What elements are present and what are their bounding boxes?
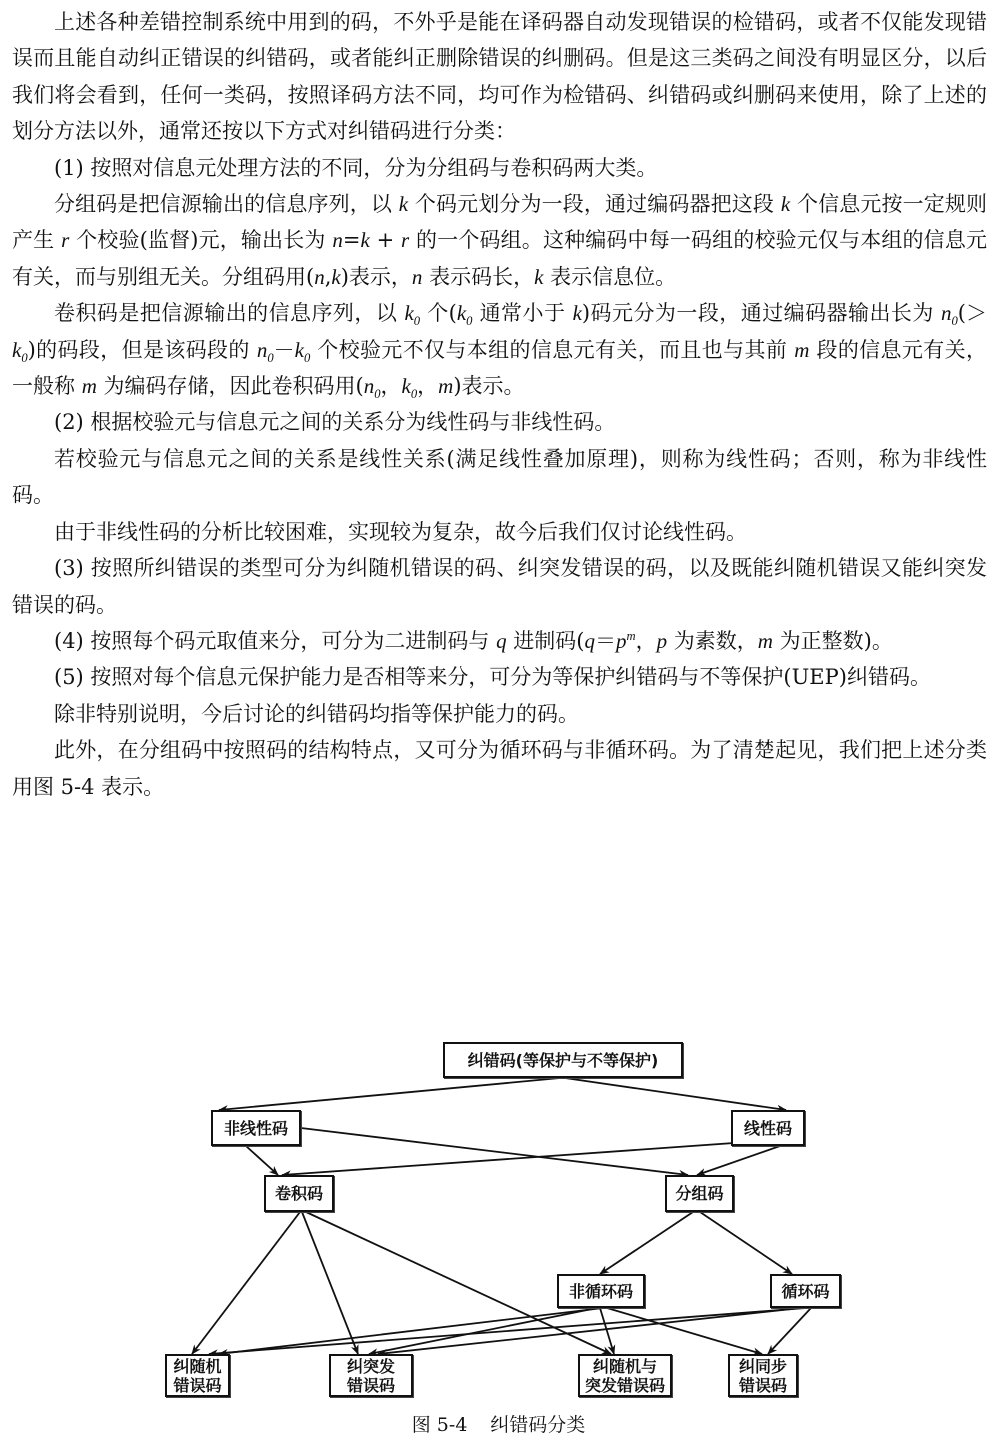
math-variable-base: n: [314, 264, 325, 289]
paragraph: [12, 623, 987, 659]
math-variable-base: n: [411, 264, 423, 289]
node-label: 线性码: [743, 1118, 792, 1138]
math-variable-base: n: [940, 301, 952, 326]
math-variable: [412, 265, 423, 289]
edge-convolutional-to-burst: [302, 1212, 358, 1354]
math-variable-base: k: [360, 228, 370, 253]
text-run: 进制码(: [506, 628, 585, 653]
text-run: 为素数，: [667, 628, 758, 653]
node-block: [665, 1175, 734, 1212]
math-variable-base: k: [780, 192, 791, 217]
paragraph: [12, 295, 987, 404]
math-variable-base: p: [656, 628, 668, 653]
text-run: )码元分为一段，通过编码器输出长为: [581, 301, 941, 326]
node-label: 纠错码(等保护与不等保护): [467, 1050, 659, 1070]
paragraph: [12, 732, 987, 805]
text-run: ，: [635, 628, 657, 653]
math-variable: [573, 301, 582, 325]
math-variable: [456, 301, 473, 329]
paragraph: [12, 550, 987, 623]
math-subscript: 0: [21, 350, 28, 365]
text-run: 由于非线性码的分析比较困难，实现较为复杂，故今后我们仅讨论线性码。: [54, 519, 747, 544]
text-run: 上述各种差错控制系统中用到的码，不外乎是能在译码器自动发现错误的检错码，或者不仅能发现错误而且能自动纠正错误的纠错码，或者能纠正删除错误的纠删码。但是这三类码之间没有明显区分，以后我们将会看到，任何一类码，按照译码方法不同，均可作为检错码、纠错码或纠删码来使用，除了上述的划分方法以外，通常还按以下方式对纠错码进行分类：: [12, 10, 987, 144]
math-variable-base: m: [81, 374, 97, 399]
node-label: 非循环码: [568, 1281, 633, 1301]
node-label: 纠同步: [738, 1356, 787, 1376]
text-run: )表示。: [453, 374, 525, 399]
node-noncyclic: [557, 1274, 645, 1308]
math-variable-base: n: [332, 228, 343, 253]
edge-block-to-noncyclic: [600, 1212, 693, 1274]
text-run: (＞: [957, 301, 987, 326]
text-run: 个校验元不仅与本组的信息元有关，而且也与其前: [310, 337, 795, 362]
edge-nonlinear-to-convolutional: [246, 1146, 278, 1175]
edge-block-to-cyclic: [700, 1212, 792, 1274]
text-run: (3) 按照所纠错误的类型可分为纠随机错误的码、纠突发错误的码，以及既能纠随机错误又能纠突发错误的码。: [12, 556, 987, 617]
math-variable-base: r: [61, 228, 70, 253]
math-variable: [256, 337, 274, 365]
math-variable: [294, 337, 311, 365]
text-run: (5) 按照对每个信息元保护能力是否相等来分，可分为等保护纠错码与不等保护(UEP)纠错码。: [54, 665, 931, 690]
math-variable-base: k: [401, 374, 411, 399]
math-variable-base: k: [534, 264, 544, 289]
text-run: =: [342, 228, 361, 253]
text-run: 段的信息元有关，一般称: [12, 337, 987, 399]
text-run: (4) 按照每个码元取值来分，可分为二进制码与: [54, 628, 497, 653]
text-run: 的一个码组。这种编码中每一码组的校验元仅与本组的信息元有关，而与别组无关。分组码用(: [12, 228, 987, 289]
paragraph: [12, 404, 987, 440]
math-variable-base: k: [12, 337, 22, 362]
math-variable: [332, 228, 343, 252]
figure-number: 图 5-4: [411, 1414, 468, 1436]
math-variable: [438, 374, 453, 398]
math-subscript: 0: [951, 314, 958, 329]
text-run: )表示，: [340, 264, 412, 289]
node-label: 非线性码: [223, 1118, 288, 1138]
math-variable: [401, 228, 409, 252]
text-run: ，: [417, 374, 439, 399]
math-variable: [781, 192, 790, 216]
text-run: +: [369, 228, 402, 253]
math-superscript: m: [626, 628, 636, 643]
node-label: 纠突发: [346, 1356, 395, 1376]
math-variable: [794, 338, 809, 362]
paragraph: [12, 441, 987, 514]
math-variable: [360, 228, 369, 252]
node-linear: [731, 1110, 805, 1146]
node-label: 卷积码: [274, 1184, 323, 1203]
text-run: ＝: [594, 628, 616, 653]
node-random: [165, 1354, 230, 1397]
node-label: 纠随机与: [592, 1356, 657, 1376]
math-variable-base: k: [572, 301, 582, 326]
text-run: 表示码长，: [422, 264, 535, 289]
text-run: 个(: [420, 301, 457, 326]
math-subscript: 0: [410, 387, 418, 402]
edge-cyclic-to-random: [209, 1308, 806, 1354]
math-variable-base: k: [404, 301, 414, 326]
text-run: 表示信息位。: [543, 264, 677, 289]
math-variable-base: p: [615, 628, 627, 653]
math-variable: [399, 192, 408, 216]
text-run: 个码元划分为一段，通过编码器把这段: [408, 192, 781, 217]
text-run: (2) 根据校验元与信息元之间的关系分为线性码与非线性码。: [54, 410, 616, 435]
math-variable: [616, 629, 636, 653]
edge-linear-to-convolutional: [282, 1142, 748, 1175]
node-label: 分组码: [675, 1184, 724, 1203]
math-variable: [584, 629, 595, 653]
math-subscript: 0: [466, 314, 473, 329]
paragraph: [12, 514, 987, 550]
node-label: 错误码: [738, 1375, 787, 1395]
text-run: 为编码存储，因此卷积码用(: [96, 374, 364, 399]
text-run: ,: [324, 264, 332, 289]
text-run: －: [273, 337, 295, 362]
math-variable: [314, 265, 325, 289]
text-run: 若校验元与信息元之间的关系是线性关系(满足线性叠加原理)，则称为线性码；否则，称为非线性码。: [12, 446, 987, 508]
math-subscript: 0: [267, 350, 274, 365]
text-run: 除非特别说明，今后讨论的纠错码均指等保护能力的码。: [54, 701, 579, 726]
edge-root-to-nonlinear: [219, 1078, 560, 1110]
paragraph: [12, 696, 987, 732]
node-label: 纠随机: [173, 1356, 222, 1376]
node-burst: [329, 1354, 413, 1397]
math-variable-base: k: [456, 301, 467, 326]
math-variable-base: n: [256, 337, 268, 362]
node-nonlinear: [211, 1110, 301, 1146]
paragraph: [12, 150, 987, 186]
math-variable: [331, 265, 340, 289]
edge-nonlinear-to-block: [301, 1128, 688, 1175]
node-cyclic: [770, 1274, 841, 1308]
math-variable: [657, 629, 668, 653]
math-variable-base: m: [438, 374, 454, 399]
edge-noncyclic-to-random: [219, 1308, 603, 1354]
math-subscript: 0: [374, 387, 381, 402]
text-run: )的码段，但是该码段的: [27, 337, 257, 362]
text-run: 为正整数)。: [772, 628, 893, 653]
text-run: ，: [380, 374, 402, 399]
math-variable-base: q: [496, 628, 507, 653]
math-variable: [758, 629, 773, 653]
node-label: 错误码: [173, 1375, 222, 1395]
body-text: [12, 4, 987, 805]
figure-title: 纠错码分类: [490, 1414, 586, 1436]
edge-noncyclic-to-random_burst: [600, 1308, 614, 1354]
edge-cyclic-to-sync: [768, 1308, 811, 1354]
diagram-edges: [0, 1030, 997, 1410]
math-variable-base: n: [363, 374, 375, 399]
text-run: 分组码是把信源输出的信息序列，以: [54, 192, 399, 217]
node-random_burst: [578, 1354, 672, 1397]
math-variable-base: k: [294, 337, 304, 362]
paragraph: [12, 186, 987, 295]
edge-convolutional-to-random: [192, 1212, 300, 1354]
math-variable: [401, 374, 418, 402]
math-subscript: 0: [413, 314, 421, 329]
math-variable-base: m: [757, 628, 773, 653]
node-convolutional: [264, 1175, 334, 1212]
math-variable-base: k: [398, 192, 409, 217]
math-variable: [363, 374, 381, 402]
math-variable-base: q: [584, 628, 595, 653]
classification-diagram: [0, 1030, 997, 1410]
math-subscript: 0: [303, 350, 311, 365]
text-run: 此外，在分组码中按照码的结构特点，又可分为循环码与非循环码。为了清楚起见，我们把上述分类用图 5-4 表示。: [12, 738, 987, 799]
text-run: 通常小于: [472, 301, 573, 326]
math-variable: [12, 337, 28, 365]
figure-caption: [0, 1410, 997, 1437]
node-label: 错误码: [346, 1375, 395, 1395]
text-run: (1) 按照对信息元处理方法的不同，分为分组码与卷积码两大类。: [54, 155, 658, 180]
edge-root-to-linear: [565, 1078, 786, 1110]
text-run: 个校验(监督)元，输出长为: [69, 228, 333, 253]
math-variable-base: r: [401, 228, 410, 253]
edge-linear-to-block: [697, 1146, 780, 1175]
math-variable: [404, 301, 421, 329]
node-label: 突发错误码: [584, 1375, 665, 1395]
text-run: 卷积码是把信源输出的信息序列，以: [54, 301, 405, 326]
math-variable: [496, 629, 507, 653]
node-sync: [728, 1354, 798, 1397]
node-label: 循环码: [781, 1281, 830, 1301]
math-variable-base: m: [794, 337, 810, 362]
paragraph: [12, 659, 987, 695]
text-run: 个信息元按一定规则产生: [12, 192, 987, 253]
math-variable: [82, 374, 97, 398]
math-variable-base: k: [331, 264, 341, 289]
node-root: [443, 1042, 683, 1078]
paragraph: [12, 4, 987, 150]
math-variable: [940, 301, 958, 329]
